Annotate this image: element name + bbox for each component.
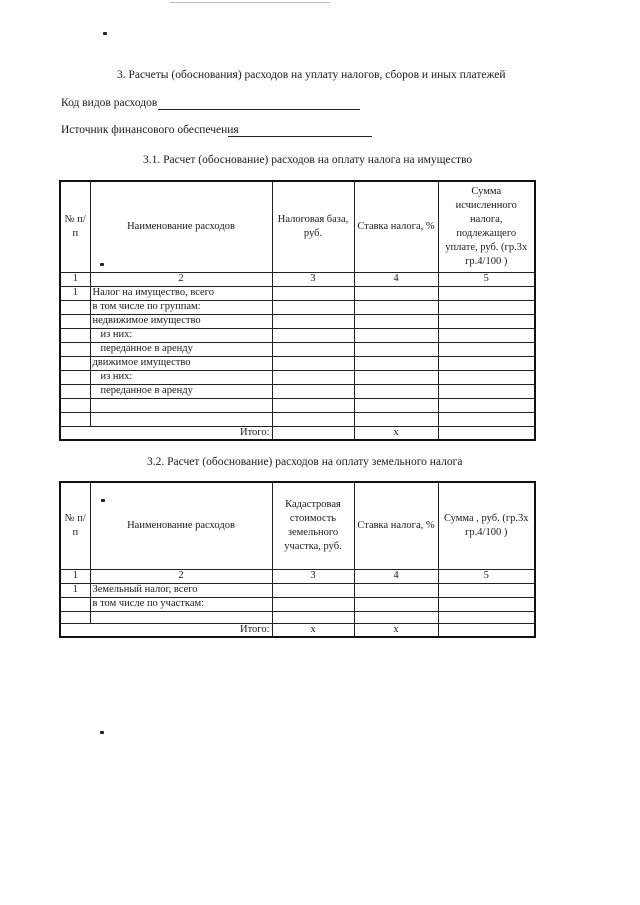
row-rate-cell[interactable]	[354, 356, 438, 370]
row-num	[60, 342, 90, 356]
row-num	[60, 398, 90, 412]
row-rate-cell[interactable]	[354, 583, 438, 597]
table2-title: 3.2. Расчет (обоснование) расходов на оплату земельного налога	[147, 456, 463, 468]
row-num: 1	[60, 583, 90, 597]
table-row	[60, 583, 535, 597]
row-name: в том числе по группам:	[90, 300, 272, 314]
row-rate-cell[interactable]	[354, 370, 438, 384]
expense-code-label: Код видов расходов	[61, 97, 158, 109]
row-base-cell[interactable]	[272, 356, 354, 370]
row-name: из них:	[90, 370, 272, 384]
row-name: недвижимое имущество	[90, 314, 272, 328]
total-sum-cell[interactable]	[438, 623, 535, 637]
total-sum-cell[interactable]	[438, 426, 535, 440]
total-base-cell: х	[272, 623, 354, 637]
col-number: 1	[60, 569, 90, 583]
funding-source-label: Источник финансового обеспечения	[61, 124, 239, 136]
row-base-cell[interactable]	[272, 412, 354, 426]
row-sum-cell[interactable]	[438, 398, 535, 412]
col-number: 2	[90, 569, 272, 583]
row-sum-cell[interactable]	[438, 370, 535, 384]
table-row	[60, 597, 535, 611]
row-rate-cell[interactable]	[354, 398, 438, 412]
header-num: № п/п	[60, 181, 90, 272]
table-row	[60, 611, 535, 623]
table-row	[60, 328, 535, 342]
column-number-row	[60, 569, 535, 583]
row-num	[60, 412, 90, 426]
column-number-row	[60, 272, 535, 286]
table-header-row	[60, 482, 535, 569]
header-rate: Ставка налога, %	[354, 181, 438, 272]
row-base-cell[interactable]	[272, 384, 354, 398]
row-sum-cell[interactable]	[438, 384, 535, 398]
total-rate-cell: х	[354, 623, 438, 637]
row-name: движимое имущество	[90, 356, 272, 370]
row-name	[90, 611, 272, 623]
expense-code-field[interactable]	[158, 109, 360, 110]
row-base-cell[interactable]	[272, 597, 354, 611]
row-name: Налог на имущество, всего	[90, 286, 272, 300]
header-name: Наименование расходов	[90, 181, 272, 272]
table-row	[60, 314, 535, 328]
row-sum-cell[interactable]	[438, 328, 535, 342]
row-rate-cell[interactable]	[354, 597, 438, 611]
total-label: Итого:	[60, 623, 272, 637]
col-number: 5	[438, 272, 535, 286]
col-number: 4	[354, 569, 438, 583]
row-rate-cell[interactable]	[354, 328, 438, 342]
col-number: 1	[60, 272, 90, 286]
table-row	[60, 342, 535, 356]
row-base-cell[interactable]	[272, 398, 354, 412]
row-base-cell[interactable]	[272, 342, 354, 356]
total-base-cell[interactable]	[272, 426, 354, 440]
total-row	[60, 623, 535, 637]
header-base: Налоговая база, руб.	[272, 181, 354, 272]
row-base-cell[interactable]	[272, 370, 354, 384]
row-num: 1	[60, 286, 90, 300]
row-sum-cell[interactable]	[438, 583, 535, 597]
row-num	[60, 356, 90, 370]
row-base-cell[interactable]	[272, 314, 354, 328]
table-row	[60, 356, 535, 370]
row-base-cell[interactable]	[272, 300, 354, 314]
row-sum-cell[interactable]	[438, 412, 535, 426]
row-sum-cell[interactable]	[438, 597, 535, 611]
total-label: Итого:	[60, 426, 272, 440]
row-num	[60, 328, 90, 342]
row-name: Земельный налог, всего	[90, 583, 272, 597]
header-sum: Сумма , руб. (гр.3х гр.4/100 )	[438, 482, 535, 569]
total-row	[60, 426, 535, 440]
row-name: в том числе по участкам:	[90, 597, 272, 611]
row-name: переданное в аренду	[90, 342, 272, 356]
section-heading: 3. Расчеты (обоснования) расходов на уплату налогов, сборов и иных платежей	[117, 69, 506, 81]
land-tax-table	[59, 481, 536, 638]
row-rate-cell[interactable]	[354, 300, 438, 314]
table-row	[60, 398, 535, 412]
col-number: 3	[272, 569, 354, 583]
table-row	[60, 412, 535, 426]
table-row	[60, 384, 535, 398]
row-rate-cell[interactable]	[354, 286, 438, 300]
row-sum-cell[interactable]	[438, 356, 535, 370]
row-base-cell[interactable]	[272, 611, 354, 623]
row-sum-cell[interactable]	[438, 611, 535, 623]
row-sum-cell[interactable]	[438, 286, 535, 300]
row-num	[60, 300, 90, 314]
row-num	[60, 370, 90, 384]
row-num	[60, 384, 90, 398]
row-base-cell[interactable]	[272, 583, 354, 597]
scan-edge-line	[170, 2, 330, 3]
header-sum: Сумма исчисленного налога, подлежащего уплате, руб. (гр.3х гр.4/100 )	[438, 181, 535, 272]
row-base-cell[interactable]	[272, 328, 354, 342]
row-name: переданное в аренду	[90, 384, 272, 398]
scan-speck	[100, 731, 104, 734]
table1-title: 3.1. Расчет (обоснование) расходов на оплату налога на имущество	[143, 154, 473, 166]
row-sum-cell[interactable]	[438, 314, 535, 328]
row-num	[60, 611, 90, 623]
row-sum-cell[interactable]	[438, 342, 535, 356]
col-number: 5	[438, 569, 535, 583]
scan-speck	[103, 32, 107, 35]
total-rate-cell: х	[354, 426, 438, 440]
col-number: 4	[354, 272, 438, 286]
row-rate-cell[interactable]	[354, 611, 438, 623]
header-name: Наименование расходов	[90, 482, 272, 569]
funding-source-field[interactable]	[228, 136, 372, 137]
table-row	[60, 286, 535, 300]
row-rate-cell[interactable]	[354, 314, 438, 328]
row-rate-cell[interactable]	[354, 384, 438, 398]
table-row	[60, 300, 535, 314]
col-number: 2	[90, 272, 272, 286]
col-number: 3	[272, 272, 354, 286]
table-header-row	[60, 181, 535, 272]
header-base: Кадастровая стоимость земельного участка, руб.	[272, 482, 354, 569]
row-name	[90, 412, 272, 426]
header-num: № п/п	[60, 482, 90, 569]
row-rate-cell[interactable]	[354, 342, 438, 356]
table-row	[60, 370, 535, 384]
header-rate: Ставка налога, %	[354, 482, 438, 569]
row-num	[60, 314, 90, 328]
row-rate-cell[interactable]	[354, 412, 438, 426]
row-name	[90, 398, 272, 412]
row-num	[60, 597, 90, 611]
row-name: из них:	[90, 328, 272, 342]
property-tax-table	[59, 180, 536, 441]
row-base-cell[interactable]	[272, 286, 354, 300]
row-sum-cell[interactable]	[438, 300, 535, 314]
